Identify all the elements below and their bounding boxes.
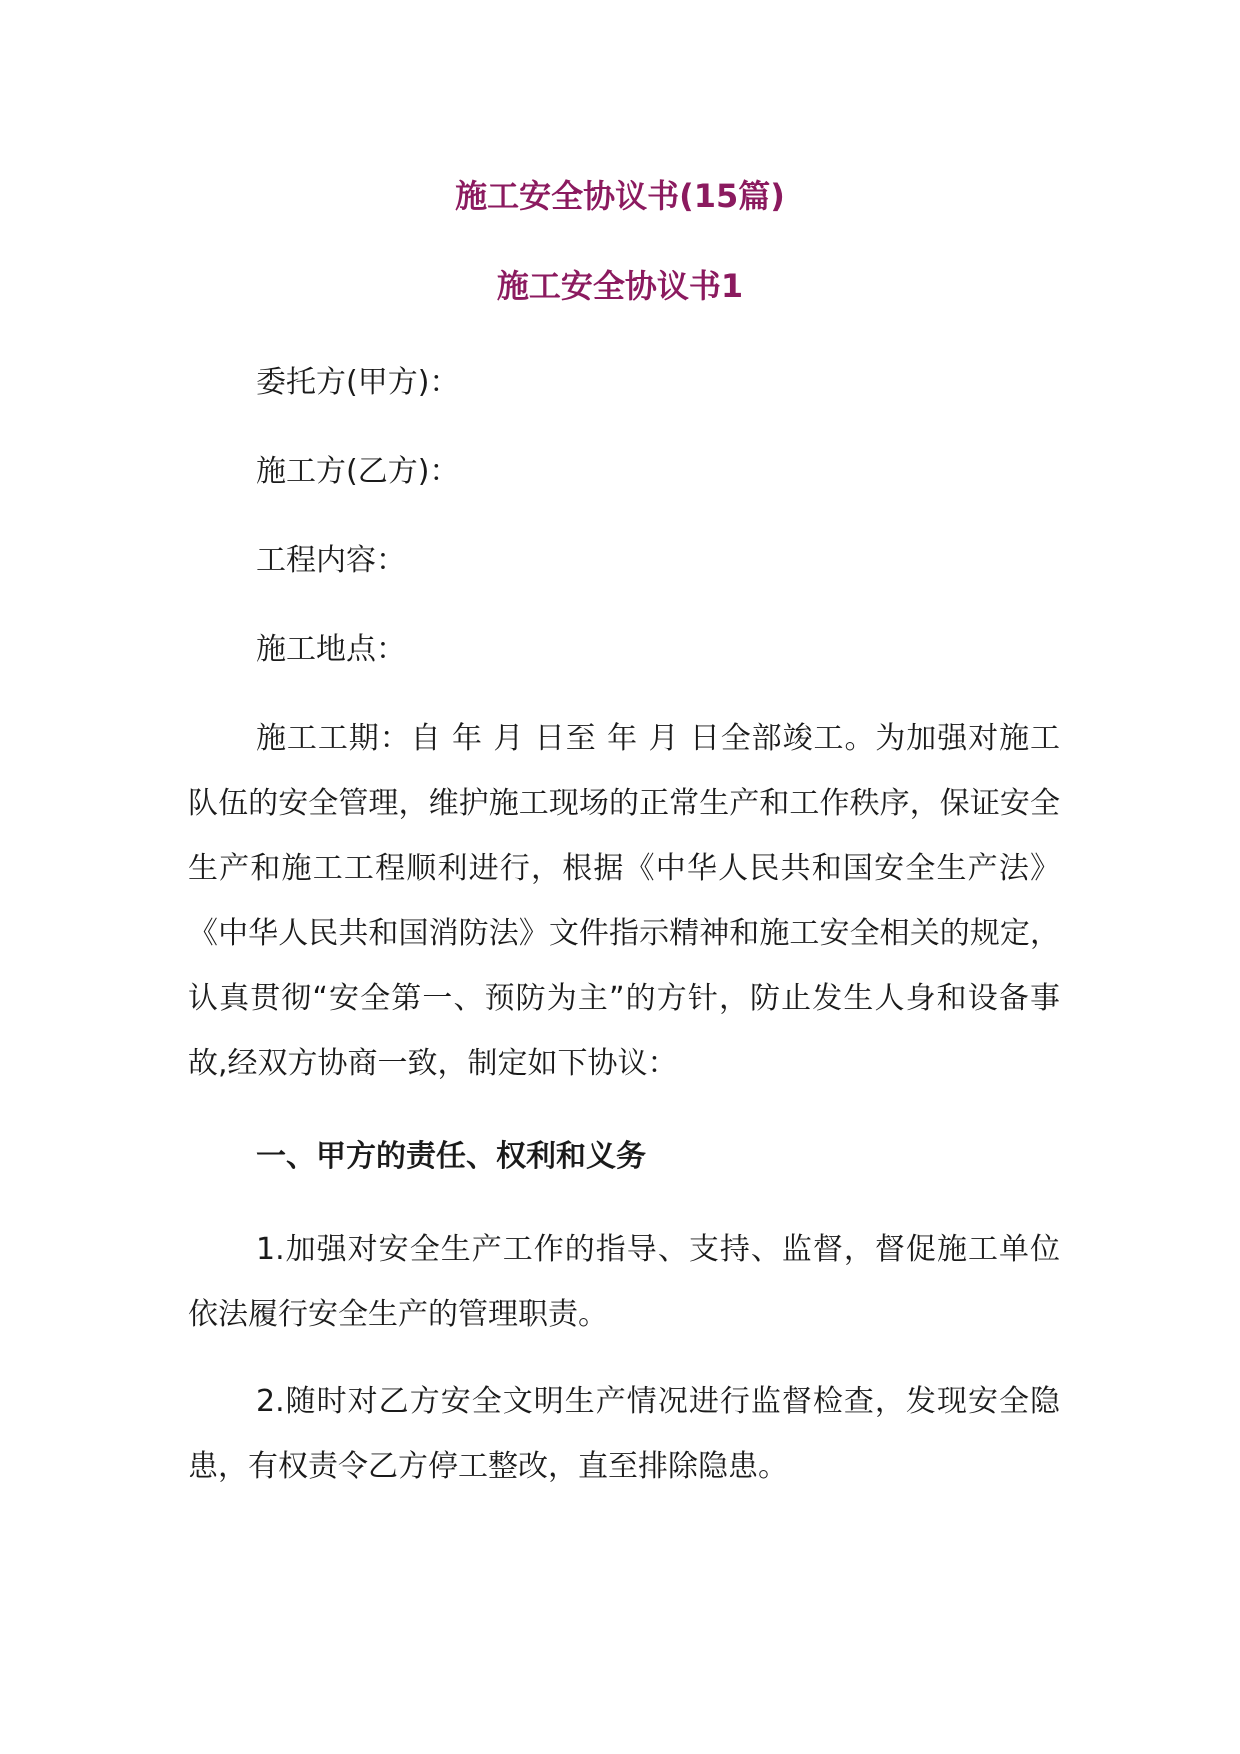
field-client: 委托方(甲方)： (256, 365, 460, 400)
document-subtitle: 施工安全协议书1 (496, 267, 744, 305)
document-title: 施工安全协议书(15篇) (455, 177, 785, 215)
section-heading: 一、甲方的责任、权利和义务 (256, 1139, 646, 1174)
intro-paragraph: 施工工期：自 年 月 日至 年 月 日全部竣工。为加强对施工队伍的安全管理，维护施工现场的正常生产和工作秩序，保证安全生产和施工工程顺利进行，根据《中华人民共和国安全生产法》《中华人民共和国消防法》文件指示精神和施工安全相关的规定，认真贯彻“安全第一、预防为主”的方针，防止发生人身和设备事故,经双方协商一致，制定如下协议： (188, 721, 1060, 1081)
field-construction-site: 施工地点： (256, 632, 406, 667)
clause-item-2: 2.随时对乙方安全文明生产情况进行监督检查，发现安全隐患，有权责令乙方停工整改，直至排除隐患。 (188, 1384, 1060, 1484)
document-body (188, 350, 1060, 1521)
clause-item-1: 1.加强对安全生产工作的指导、支持、监督，督促施工单位依法履行安全生产的管理职责。 (188, 1232, 1060, 1332)
field-contractor: 施工方(乙方)： (256, 454, 460, 489)
field-project-content: 工程内容： (256, 543, 406, 578)
